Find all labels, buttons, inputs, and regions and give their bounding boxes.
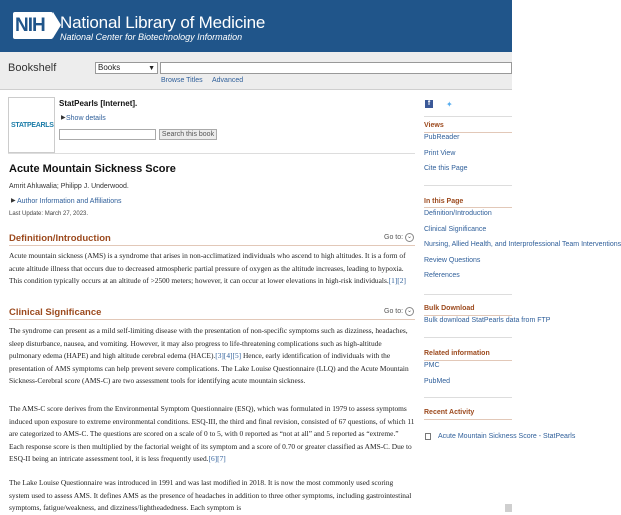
divider [8,153,415,154]
cite-page-link[interactable]: Cite this Page [424,165,468,172]
search-this-book-button[interactable]: Search this book [159,129,217,140]
related-information-heading: Related information [424,350,490,357]
toc-link-references[interactable]: References [424,272,460,279]
author-affiliations-link[interactable]: Author Information and Affiliations [17,198,122,205]
chevron-down-icon: ▼ [148,65,155,72]
reference-link[interactable]: [6][7] [208,454,226,463]
sidebar-divider [424,116,512,117]
reference-link[interactable]: [1][2] [388,276,406,285]
sidebar-divider [424,337,512,338]
ncbi-subtitle: National Center for Biotechnology Information [60,32,243,42]
pubreader-link[interactable]: PubReader [424,134,460,141]
triangle-right-icon: ▶ [61,115,66,121]
triangle-right-icon: ▶ [11,198,16,204]
bookshelf-label[interactable]: Bookshelf [8,62,57,74]
paragraph: The Lake Louise Questionnaire was introduced in 1991 and was last modified in 2018. It is now the most commonly used scoring system used to assess AMS. It defines AMS as the presence of headaches in addition to three other symptoms, including gastrointestinal symptoms, fatigue/weakness, and dizziness/lightheadedness. Each symptom is [9,478,412,512]
toc-link-review-questions[interactable]: Review Questions [424,257,481,264]
bookshelf-bar [0,52,512,90]
document-icon [425,433,431,440]
paragraph: The syndrome can present as a mild self-limiting disease with the presentation of non-specific symptoms such as dizziness, headaches, sleep disturbance, nausea, and vomiting. However, it may also progress to life-threatening complications such as high-altitude pulmonary edema (HAPE) and high altitude cerebral edema (HACE).[3][4][5] Hence, early identification of individuals with the presentation of AMS symptoms can help prevent severe complications. The Lake Louise Questionnaire (LLQ) and the Acute Mountain Sickness-Cerebral score (AMS-C) are two assessment tools for identifying acute mountain sickness. [9,326,409,385]
last-update: Last Update: March 27, 2023. [9,211,89,217]
toc-link-clinical-significance[interactable]: Clinical Significance [424,226,487,233]
bulk-download-heading: Bulk Download [424,305,475,312]
section-heading-clinical-significance: Clinical Significance [9,307,102,318]
toc-link-definition[interactable]: Definition/Introduction [424,210,492,217]
in-this-page-heading: In this Page [424,198,464,205]
goto-label[interactable]: Go to: [384,234,404,241]
paragraph: The AMS-C score derives from the Environmental Symptom Questionnaire (ESQ), which was formulated in 1979 to assess symptoms induced upon exposure to extreme environmental conditions. ESQ-III, the third and final revision, consisted of 67 questions, of which 11 are categorized to AMS-C. The questions are scored on a scale of 0 to 5, with 0 reported as “not at all” and 5 reported as “extreme.” Each response score is then multiplied by the factorial weight of its symptom and a score of 0.70 or greater classified as AMS-C. Due to ESQ-II being an intricate assessment tool, it is less frequently used.[6][7] [9,404,415,463]
sidebar-heading-line [424,360,512,361]
database-select[interactable]: Books ▼ [95,62,158,74]
section-heading-definition: Definition/Introduction [9,233,111,244]
facebook-icon[interactable]: f [425,100,433,108]
show-details-link[interactable]: Show details [66,115,106,122]
nlm-title[interactable]: National Library of Medicine [60,13,266,32]
chevron-down-icon[interactable]: ⌄ [406,234,413,240]
reference-link[interactable]: [3][4][5] [215,351,242,360]
browse-titles-link[interactable]: Browse Titles [161,77,203,84]
pubmed-link[interactable]: PubMed [424,378,451,385]
paragraph: Acute mountain sickness (AMS) is a syndrome that arises in non-acclimatized individuals who ascend to high altitudes. It is a form of acute altitude illness that occurs due to decreased atmospheric partial pressure of oxygen as the altitude increases, leading to hypoxia. This condition typically occurs at an altitude of >2500 meters; however, it can occur at lower elevations in high-risk individuals.[1][2] [9,251,406,285]
nih-logo[interactable]: NIH [13,12,53,39]
statpearls-logo: STATPEARLS [11,122,54,129]
toc-link-nursing[interactable]: Nursing, Allied Health, and Interprofessional Team Interventions [424,241,621,248]
twitter-icon[interactable]: ✦ [446,100,453,109]
sidebar-divider [424,397,512,398]
sidebar-divider [424,185,512,186]
book-title[interactable]: StatPearls [Internet]. [59,99,138,108]
chevron-down-icon[interactable]: ⌄ [406,308,413,314]
article-title: Acute Mountain Sickness Score [9,163,176,175]
print-view-link[interactable]: Print View [424,150,456,157]
sidebar-heading-line [424,132,512,133]
recent-activity-heading: Recent Activity [424,409,475,416]
bulk-download-link[interactable]: Bulk download StatPearls data from FTP [424,317,551,324]
section-divider [9,319,415,320]
book-search-input[interactable] [59,129,156,140]
sidebar-heading-line [424,419,512,420]
pmc-link[interactable]: PMC [424,362,440,369]
advanced-search-link[interactable]: Advanced [212,77,244,84]
goto-label[interactable]: Go to: [384,308,404,315]
sidebar-heading-line [424,207,512,208]
recent-activity-item[interactable]: Acute Mountain Sickness Score - StatPearls [438,433,576,440]
search-input[interactable] [160,62,512,74]
authors: Amrit Ahluwalia; Philipp J. Underwood. [9,183,129,190]
views-heading: Views [424,122,444,129]
sidebar-heading-line [424,315,512,316]
book-cover-thumbnail[interactable] [8,97,55,153]
sidebar-divider [424,294,512,295]
scrollbar[interactable] [505,504,512,512]
nih-header [0,0,512,52]
section-divider [9,245,415,246]
